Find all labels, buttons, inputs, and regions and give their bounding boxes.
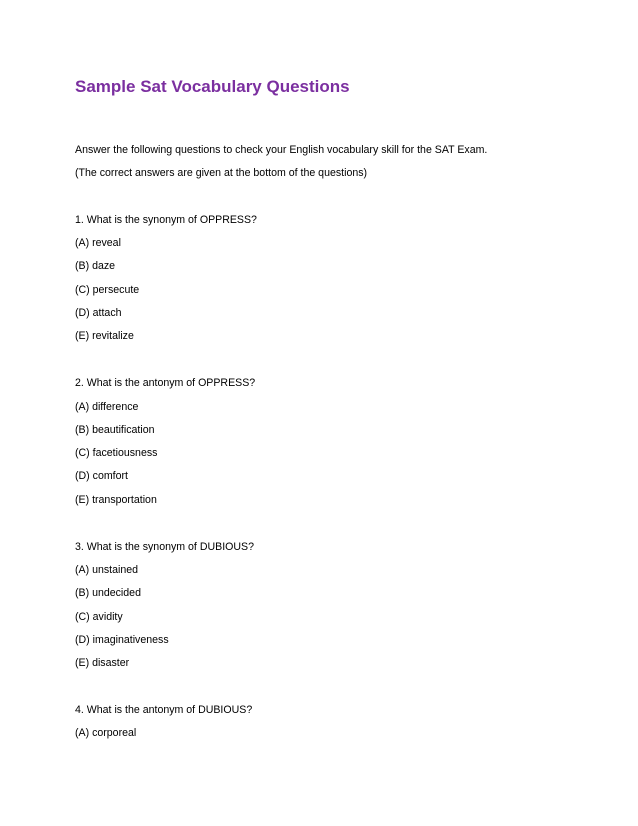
question-3-option-d: (D) imaginativeness [75, 634, 169, 646]
question-1-option-c: (C) persecute [75, 284, 140, 296]
question-3-option-a: (A) unstained [75, 564, 139, 576]
question-2-option-e: (E) transportation [75, 494, 157, 506]
answers-note: (The correct answers are given at the bottom of the questions) [75, 167, 368, 179]
question-4-option-a: (A) corporeal [75, 727, 137, 739]
question-2-option-a: (A) difference [75, 401, 139, 413]
question-2-option-b: (B) beautification [75, 424, 155, 436]
question-1-option-e: (E) revitalize [75, 330, 134, 342]
intro-text: Answer the following questions to check your English vocabulary skill for the SAT Exam. [75, 144, 488, 156]
question-3-option-e: (E) disaster [75, 657, 130, 669]
question-3-option-b: (B) undecided [75, 587, 141, 599]
question-1-option-a: (A) reveal [75, 237, 121, 249]
question-2-option-c: (C) facetiousness [75, 447, 158, 459]
question-3: 3. What is the synonym of DUBIOUS? [75, 541, 254, 553]
question-4: 4. What is the antonym of DUBIOUS? [75, 704, 253, 716]
question-1: 1. What is the synonym of OPPRESS? [75, 214, 257, 226]
page-title: Sample Sat Vocabulary Questions [75, 77, 350, 96]
question-1-option-b: (B) daze [75, 260, 116, 272]
question-3-option-c: (C) avidity [75, 611, 123, 623]
question-2: 2. What is the antonym of OPPRESS? [75, 377, 256, 389]
question-2-option-d: (D) comfort [75, 470, 128, 482]
question-1-option-d: (D) attach [75, 307, 122, 319]
